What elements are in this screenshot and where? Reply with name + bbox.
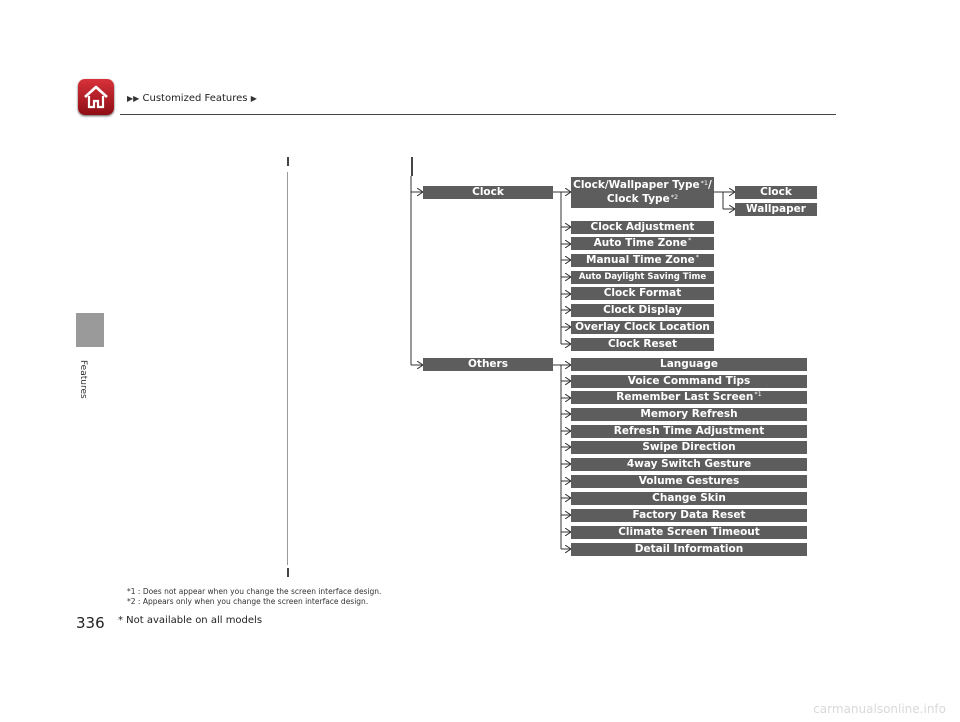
footnote-marker: *2 [670,192,679,201]
item-label: Climate Screen Timeout [618,526,760,539]
menu-others[interactable]: Others [423,358,553,371]
menu-detail-information[interactable] [571,543,807,556]
item-label: Factory Data Reset [632,509,746,522]
page-number: 336 [76,614,105,632]
item-label: Clock Reset [608,338,677,351]
item-label: Voice Command Tips [627,375,751,388]
availability-marker: * [688,236,692,245]
menu-4way-switch-gesture[interactable] [571,458,807,471]
footnote-2: *2 : Appears only when you change the screen interface design. [127,597,369,606]
item-label: Swipe Direction [642,441,736,454]
menu-memory-refresh[interactable] [571,408,807,421]
item-label: Change Skin [652,492,726,505]
item-label: Remember Last Screen [616,391,754,404]
availability-note: * Not available on all models [118,615,263,626]
menu-manual-time-zone[interactable] [571,254,714,267]
menu-auto-time-zone[interactable] [571,237,714,250]
menu-auto-daylight-saving-time[interactable] [571,271,714,284]
item-label-separator: / [708,178,712,191]
breadcrumb-title[interactable]: Customized Features [142,93,248,104]
item-label: Clock Adjustment [590,221,695,234]
menu-clock-reset[interactable] [571,338,714,351]
footnote-1: *1 : Does not appear when you change the screen interface design. [127,587,382,596]
menu-swipe-direction[interactable] [571,441,807,454]
item-label: Overlay Clock Location [575,321,710,334]
section-tab-label: Features [78,360,88,399]
footnote-marker: *1 [700,178,709,187]
item-label: Clock Format [603,287,682,300]
watermark: carmanualsonline.info [813,702,946,716]
menu-clock-wallpaper-type[interactable] [571,177,714,208]
item-label: Detail Information [634,543,744,556]
menu-clock-format[interactable] [571,287,714,300]
menu-refresh-time-adjustment[interactable] [571,425,807,438]
option-clock[interactable]: Clock [735,186,817,199]
item-label: Language [660,358,718,371]
breadcrumb-arrows-icon: ▶▶ [127,94,140,103]
menu-climate-screen-timeout[interactable] [571,526,807,539]
item-label: Memory Refresh [640,408,738,421]
menu-remember-last-screen[interactable] [571,391,807,404]
breadcrumb-arrow-icon: ▶ [250,94,257,103]
availability-marker: * [695,253,699,262]
item-label-line2: Clock Type [606,192,670,205]
item-label: Auto Daylight Saving Time [578,272,707,283]
menu-clock-adjustment[interactable] [571,221,714,234]
item-label: Manual Time Zone [586,254,695,267]
menu-language[interactable] [571,358,807,371]
footnote-marker: *1 [754,390,762,399]
menu-change-skin[interactable] [571,492,807,505]
menu-volume-gestures[interactable] [571,475,807,488]
item-label: 4way Switch Gesture [626,458,752,471]
item-label: Refresh Time Adjustment [613,425,765,438]
menu-clock-display[interactable] [571,304,714,317]
menu-voice-command-tips[interactable] [571,375,807,388]
item-label: Clock/Wallpaper Type [573,178,700,191]
item-label: Auto Time Zone [593,237,688,250]
menu-overlay-clock-location[interactable] [571,321,714,334]
item-label: Volume Gestures [638,475,740,488]
menu-clock[interactable]: Clock [423,186,553,199]
item-label: Clock Display [603,304,682,317]
option-wallpaper[interactable]: Wallpaper [735,203,817,216]
menu-factory-data-reset[interactable] [571,509,807,522]
